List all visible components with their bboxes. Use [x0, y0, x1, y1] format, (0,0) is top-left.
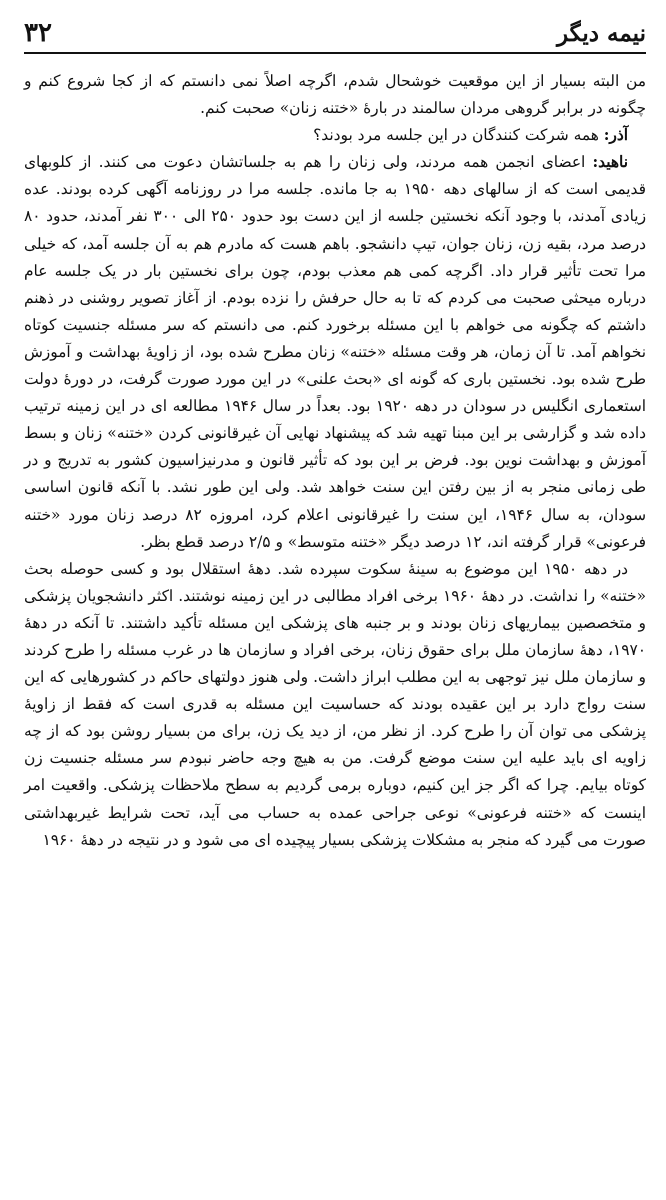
body-text — [24, 68, 646, 854]
paragraph-text: من البته بسیار از این موقعیت خوشحال شدم، اگرچه اصلاً نمی دانستم که از کجا شروع کنم و چگونه در برابر گروهی مردان سالمند در بارهٔ «ختنه زنان» صحبت کنم. — [24, 72, 646, 118]
paragraph — [24, 149, 646, 555]
paragraph-text: همه شرکت کنندگان در این جلسه مرد بودند؟ — [313, 126, 599, 145]
paragraph-text: اعضای انجمن همه مردند، ولی زنان را هم به جلساتشان دعوت می کنند. از کلوبهای قدیمی است که از سالهای دهه ۱۹۵۰ به جا مانده. جلسه مرا در روزنامه آگهی کرده بودند. عده زیادی آمدند، با وجود آنکه نخستین جلسه از این دست بود حدود ۲۵۰ الی ۳۰۰ نفر آمدند، حدود ۸۰ درصد مرد، بقیه زن، زنان جوان، تیپ دانشجو. باهم هست که مادرم هم به آن جلسه آمد، که خیلی مرا تحت تأثیر قرار داد. اگرچه کمی هم معذب بودم، چون برای نخستین بار در یک جلسه عام درباره میحثی صحبت می کردم که تا به حال حرفش را نزده بودم. از آغاز تصویر روشنی در ذهنم داشتم که چگونه می خواهم با این مسئله برخورد کنم. می دانستم که سر مسئله جنسیت کوتاه نخواهم آمد. تا آن زمان، هر وقت مسئله «ختنه» زنان مطرح شده بود، از زاویهٔ بهداشت و آموزش طرح شده بود. نخستین باری که گونه ای «بحث علنی» در این مورد صورت گرفت، در دورهٔ دولت استعماری انگلیس در سودان در دهه ۱۹۲۰ بود. بعداً در سال ۱۹۴۶ مطالعه ای در این زمینه ترتیب داده شد و گزارشی بر این مبنا تهیه شد که پیشنهاد نهایی آن غیرقانونی کردن «ختنه» زنان و بسط آموزش و بهداشت نوین بود. فرض بر این بود که تأثیر قانون و مدرنیزاسیون کشور به تدریج و در طی زمانی منجر به از بین رفتن این سنت خواهد شد. ولی این طور نشد. با آنکه قانون اساسی سودان، به سال ۱۹۴۶، این سنت را غیرقانونی اعلام کرد، امروزه ۸۲ درصد زنان مورد «ختنه فرعونی» قرار گرفته اند، ۱۲ درصد دیگر «ختنه متوسط» و ۲/۵ درصد قطع بظر. — [24, 153, 647, 551]
running-title: نیمه دیگر — [556, 19, 646, 47]
paragraph — [24, 556, 646, 854]
speaker-label: ناهید: — [592, 153, 628, 172]
page-number: ۳۲ — [24, 18, 52, 48]
paragraph — [24, 68, 646, 122]
speaker-label: آذر: — [603, 126, 628, 145]
paragraph-text: در دهه ۱۹۵۰ این موضوع به سینهٔ سکوت سپرده شد. دههٔ استقلال بود و کسی حوصله بحث «ختنه» را نداشت. در دههٔ ۱۹۶۰ برخی افراد مطالبی در این زمینه نوشتند. اکثر دانشجویان پزشکی و متخصصین بیماریهای زنان بودند و بر جنبه های پزشکی این مسئله تأکید داشتند. تا آنکه در دههٔ ۱۹۷۰، دههٔ سازمان ملل برای حقوق زنان، برخی افراد و سازمان ها در غرب مسئله را طرح کردند و سازمان ملل نیز توجهی به این مطلب ابراز داشت. ولی هنوز دولتهای حاکم در کشورهایی که این سنت رواج دارد بر این عقیده بودند که حساسیت این مسئله به قدری است که فقط از زاویهٔ پزشکی می توان آن را طرح کرد. از نظر من، از دید یک زن، برای من بسیار روشن بود که از چه زاویه ای باید علیه این سنت موضع گرفت. من به هیچ وجه حاضر نبودم سر مسئله جنسیت زن کوتاه بیایم. چرا که اگر جز این کنیم، دوباره برمی گردیم به سطح ملاحظات پزشکی. واقعیت امر اینست که «ختنه فرعونی» نوعی جراحی عمده به حساب می آید، تحت شرایط غیربهداشتی صورت می گیرد که منجر به مشکلات پزشکی بسیار پیچیده ای می شود و در نتیجه در دههٔ ۱۹۶۰ — [24, 559, 646, 849]
page-header — [24, 14, 646, 54]
paragraph — [24, 122, 646, 149]
